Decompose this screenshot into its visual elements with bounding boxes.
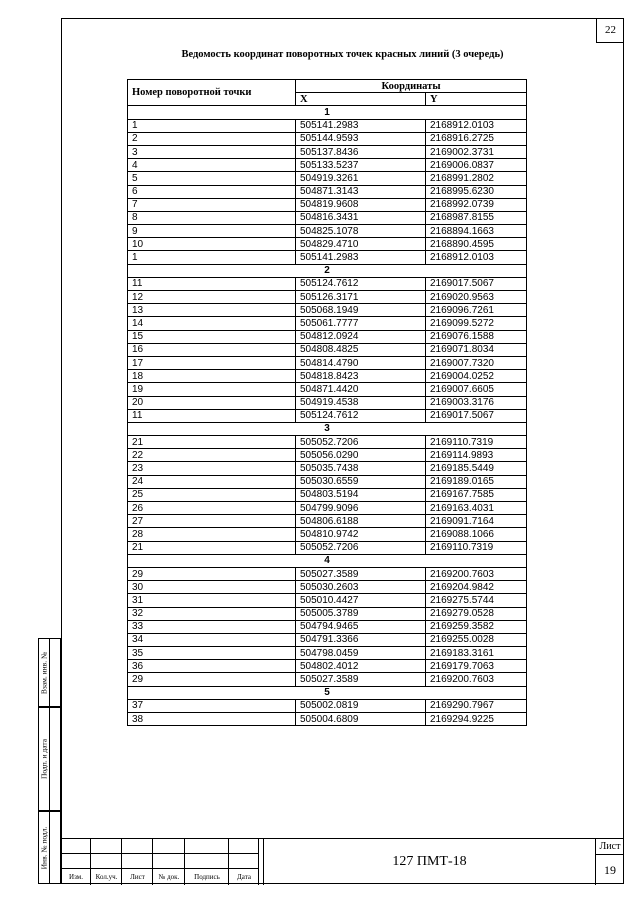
- x-coordinate: 504794.9465: [296, 620, 426, 633]
- table-row: [128, 528, 527, 541]
- table-row: [128, 660, 527, 673]
- x-coordinate: 504871.3143: [296, 185, 426, 198]
- table-row: [128, 620, 527, 633]
- y-coordinate: 2169200.7603: [426, 567, 527, 580]
- y-coordinate: 2168890.4595: [426, 238, 527, 251]
- title-block-cell: [122, 839, 153, 854]
- x-coordinate: 504919.3261: [296, 172, 426, 185]
- point-number: 18: [128, 370, 296, 383]
- y-coordinate: 2168912.0103: [426, 119, 527, 132]
- point-number: 1: [128, 251, 296, 264]
- side-stamp-podp: [38, 707, 61, 811]
- point-number: 26: [128, 502, 296, 515]
- title-block-cell: [61, 869, 91, 885]
- x-coordinate: 504808.4825: [296, 343, 426, 356]
- point-number: 8: [128, 211, 296, 224]
- y-coordinate: 2169007.7320: [426, 356, 527, 369]
- y-coordinate: 2169167.7585: [426, 488, 527, 501]
- point-number: 17: [128, 356, 296, 369]
- x-coordinate: 504871.4420: [296, 383, 426, 396]
- x-coordinate: 504819.9608: [296, 198, 426, 211]
- group-row: [128, 686, 527, 699]
- point-number: 4: [128, 159, 296, 172]
- y-coordinate: 2169099.5272: [426, 317, 527, 330]
- x-coordinate: 504829.4710: [296, 238, 426, 251]
- y-coordinate: 2168991.2802: [426, 172, 527, 185]
- page-title: Ведомость координат поворотных точек красных линий (3 очередь): [181, 49, 504, 60]
- y-coordinate: 2168992.0739: [426, 198, 527, 211]
- table-row: [128, 488, 527, 501]
- y-coordinate: 2169275.5744: [426, 594, 527, 607]
- point-number: 25: [128, 488, 296, 501]
- x-coordinate: 504810.9742: [296, 528, 426, 541]
- y-coordinate: 2168912.0103: [426, 251, 527, 264]
- y-coordinate: 2169003.3176: [426, 396, 527, 409]
- y-coordinate: 2169179.7063: [426, 660, 527, 673]
- y-coordinate: 2169110.7319: [426, 436, 527, 449]
- group-row: [128, 106, 527, 119]
- table-row: [128, 502, 527, 515]
- point-number: 11: [128, 277, 296, 290]
- y-coordinate: 2169255.0028: [426, 633, 527, 646]
- point-number: 36: [128, 660, 296, 673]
- x-coordinate: 505027.3589: [296, 673, 426, 686]
- title-block-label: Дата: [237, 873, 251, 881]
- group-label: 2: [128, 264, 527, 277]
- y-coordinate: 2169004.0252: [426, 370, 527, 383]
- y-coordinate: 2169071.8034: [426, 343, 527, 356]
- y-coordinate: 2169096.7261: [426, 304, 527, 317]
- point-number: 15: [128, 330, 296, 343]
- point-number: 10: [128, 238, 296, 251]
- y-coordinate: 2169189.0165: [426, 475, 527, 488]
- x-coordinate: 504791.3366: [296, 633, 426, 646]
- y-coordinate: 2169183.3161: [426, 647, 527, 660]
- table-row: [128, 343, 527, 356]
- table-row: [128, 356, 527, 369]
- group-row: [128, 422, 527, 435]
- y-coordinate: 2169002.3731: [426, 145, 527, 158]
- point-number: 19: [128, 383, 296, 396]
- table-row: [128, 132, 527, 145]
- point-number: 30: [128, 581, 296, 594]
- point-number: 3: [128, 145, 296, 158]
- point-number: 29: [128, 673, 296, 686]
- header-x: X: [296, 93, 426, 106]
- table-row: [128, 238, 527, 251]
- table-row: [128, 291, 527, 304]
- x-coordinate: 505002.0819: [296, 699, 426, 712]
- table-row: [128, 475, 527, 488]
- title-block-cell: [229, 839, 259, 854]
- side-label-podp: Подп. и дата: [39, 738, 49, 780]
- table-row: [128, 145, 527, 158]
- x-coordinate: 504825.1078: [296, 225, 426, 238]
- point-number: 20: [128, 396, 296, 409]
- group-label: 5: [128, 686, 527, 699]
- point-number: 7: [128, 198, 296, 211]
- side-stamp-inv: [38, 811, 61, 884]
- point-number: 11: [128, 409, 296, 422]
- y-coordinate: 2169290.7967: [426, 699, 527, 712]
- title-block-label: Изм.: [69, 873, 83, 881]
- table-row: [128, 277, 527, 290]
- point-number: 24: [128, 475, 296, 488]
- y-coordinate: 2169017.5067: [426, 277, 527, 290]
- y-coordinate: 2169163.4031: [426, 502, 527, 515]
- title-block-cell: [91, 854, 122, 869]
- title-block-cell: [229, 869, 259, 885]
- x-coordinate: 505144.9593: [296, 132, 426, 145]
- title-block-cell: [61, 854, 91, 869]
- table-row: [128, 541, 527, 554]
- table-row: [128, 370, 527, 383]
- y-coordinate: 2169259.3582: [426, 620, 527, 633]
- table-row: [128, 581, 527, 594]
- point-number: 33: [128, 620, 296, 633]
- group-label: 1: [128, 106, 527, 119]
- y-coordinate: 2169185.5449: [426, 462, 527, 475]
- title-block: [61, 838, 624, 884]
- side-label-vzam: Взам. инв. №: [39, 651, 49, 694]
- table-row: [128, 607, 527, 620]
- y-coordinate: 2168987.8155: [426, 211, 527, 224]
- x-coordinate: 505137.8436: [296, 145, 426, 158]
- x-coordinate: 505068.1949: [296, 304, 426, 317]
- y-coordinate: 2169279.0528: [426, 607, 527, 620]
- x-coordinate: 504798.0459: [296, 647, 426, 660]
- title-block-cell: [91, 839, 122, 854]
- table-row: [128, 225, 527, 238]
- title-block-cell: [185, 839, 229, 854]
- table-row: [128, 119, 527, 132]
- point-number: 12: [128, 291, 296, 304]
- point-number: 23: [128, 462, 296, 475]
- y-coordinate: 2169006.0837: [426, 159, 527, 172]
- coordinates-body: [128, 106, 527, 726]
- y-coordinate: 2169200.7603: [426, 673, 527, 686]
- x-coordinate: 505004.6809: [296, 713, 426, 726]
- y-coordinate: 2169020.9563: [426, 291, 527, 304]
- table-row: [128, 699, 527, 712]
- point-number: 27: [128, 515, 296, 528]
- title-block-label: № док.: [158, 873, 180, 881]
- point-number: 29: [128, 567, 296, 580]
- title-block-cell: [185, 869, 229, 885]
- sheet-label: Лист: [596, 839, 624, 855]
- y-coordinate: 2169088.1066: [426, 528, 527, 541]
- x-coordinate: 504803.5194: [296, 488, 426, 501]
- point-number: 37: [128, 699, 296, 712]
- x-coordinate: 504812.0924: [296, 330, 426, 343]
- table-row: [128, 251, 527, 264]
- table-row: [128, 304, 527, 317]
- table-row: [128, 409, 527, 422]
- x-coordinate: 505052.7206: [296, 436, 426, 449]
- x-coordinate: 505030.2603: [296, 581, 426, 594]
- table-row: [128, 515, 527, 528]
- side-label-inv: Инв. № подл.: [39, 826, 49, 869]
- y-coordinate: 2169017.5067: [426, 409, 527, 422]
- y-coordinate: 2169091.7164: [426, 515, 527, 528]
- title-block-cell: [153, 869, 185, 885]
- point-number: 1: [128, 119, 296, 132]
- y-coordinate: 2168916.2725: [426, 132, 527, 145]
- coordinates-table: [127, 79, 527, 726]
- y-coordinate: 2169114.9893: [426, 449, 527, 462]
- point-number: 32: [128, 607, 296, 620]
- y-coordinate: 2169294.9225: [426, 713, 527, 726]
- x-coordinate: 505061.7777: [296, 317, 426, 330]
- point-number: 5: [128, 172, 296, 185]
- y-coordinate: 2169110.7319: [426, 541, 527, 554]
- point-number: 16: [128, 343, 296, 356]
- point-number: 28: [128, 528, 296, 541]
- y-coordinate: 2169076.1588: [426, 330, 527, 343]
- group-label: 4: [128, 554, 527, 567]
- title-block-cell: [153, 839, 185, 854]
- x-coordinate: 505124.7612: [296, 277, 426, 290]
- header-coordinates: Координаты: [296, 80, 527, 93]
- point-number: 31: [128, 594, 296, 607]
- point-number: 21: [128, 436, 296, 449]
- point-number: 6: [128, 185, 296, 198]
- point-number: 21: [128, 541, 296, 554]
- sheet-number: 19: [604, 863, 616, 877]
- x-coordinate: 504814.4790: [296, 356, 426, 369]
- point-number: 2: [128, 132, 296, 145]
- table-row: [128, 633, 527, 646]
- table-row: [128, 673, 527, 686]
- document-code: 127 ПМТ-18: [263, 839, 596, 885]
- table-row: [128, 436, 527, 449]
- side-stamp-vzam: [38, 638, 61, 707]
- x-coordinate: 505010.4427: [296, 594, 426, 607]
- x-coordinate: 505035.7438: [296, 462, 426, 475]
- point-number: 13: [128, 304, 296, 317]
- table-row: [128, 198, 527, 211]
- table-row: [128, 383, 527, 396]
- x-coordinate: 505126.3171: [296, 291, 426, 304]
- table-row: [128, 713, 527, 726]
- table-row: [128, 594, 527, 607]
- table-row: [128, 185, 527, 198]
- y-coordinate: 2169007.6605: [426, 383, 527, 396]
- x-coordinate: 505056.0290: [296, 449, 426, 462]
- x-coordinate: 505027.3589: [296, 567, 426, 580]
- title-block-label: Лист: [130, 873, 145, 881]
- x-coordinate: 504806.6188: [296, 515, 426, 528]
- corner-sheet-number: 22: [596, 18, 624, 43]
- title-block-cell: [185, 854, 229, 869]
- point-number: 9: [128, 225, 296, 238]
- title-block-cell: [122, 854, 153, 869]
- y-coordinate: 2168995.6230: [426, 185, 527, 198]
- title-block-label: Кол.уч.: [95, 873, 118, 881]
- x-coordinate: 504818.8423: [296, 370, 426, 383]
- table-row: [128, 317, 527, 330]
- x-coordinate: 505052.7206: [296, 541, 426, 554]
- title-block-grid: [61, 839, 263, 885]
- table-row: [128, 449, 527, 462]
- group-label: 3: [128, 422, 527, 435]
- table-row: [128, 647, 527, 660]
- group-row: [128, 264, 527, 277]
- table-row: [128, 330, 527, 343]
- table-row: [128, 159, 527, 172]
- x-coordinate: 505030.6559: [296, 475, 426, 488]
- title-block-cell: [61, 839, 91, 854]
- title-block-cell: [229, 854, 259, 869]
- point-number: 34: [128, 633, 296, 646]
- point-number: 38: [128, 713, 296, 726]
- group-row: [128, 554, 527, 567]
- x-coordinate: 505141.2983: [296, 119, 426, 132]
- title-block-label: Подпись: [194, 873, 220, 881]
- x-coordinate: 504816.3431: [296, 211, 426, 224]
- x-coordinate: 504802.4012: [296, 660, 426, 673]
- title-block-cell: [153, 854, 185, 869]
- x-coordinate: 504799.9096: [296, 502, 426, 515]
- table-row: [128, 396, 527, 409]
- point-number: 22: [128, 449, 296, 462]
- y-coordinate: 2168894.1663: [426, 225, 527, 238]
- table-row: [128, 462, 527, 475]
- table-row: [128, 172, 527, 185]
- point-number: 14: [128, 317, 296, 330]
- x-coordinate: 505133.5237: [296, 159, 426, 172]
- x-coordinate: 504919.4538: [296, 396, 426, 409]
- x-coordinate: 505124.7612: [296, 409, 426, 422]
- header-point-number: Номер поворотной точки: [128, 80, 296, 106]
- x-coordinate: 505005.3789: [296, 607, 426, 620]
- header-y: Y: [426, 93, 527, 106]
- point-number: 35: [128, 647, 296, 660]
- title-block-cell: [91, 869, 122, 885]
- table-row: [128, 567, 527, 580]
- y-coordinate: 2169204.9842: [426, 581, 527, 594]
- table-row: [128, 211, 527, 224]
- x-coordinate: 505141.2983: [296, 251, 426, 264]
- title-block-cell: [122, 869, 153, 885]
